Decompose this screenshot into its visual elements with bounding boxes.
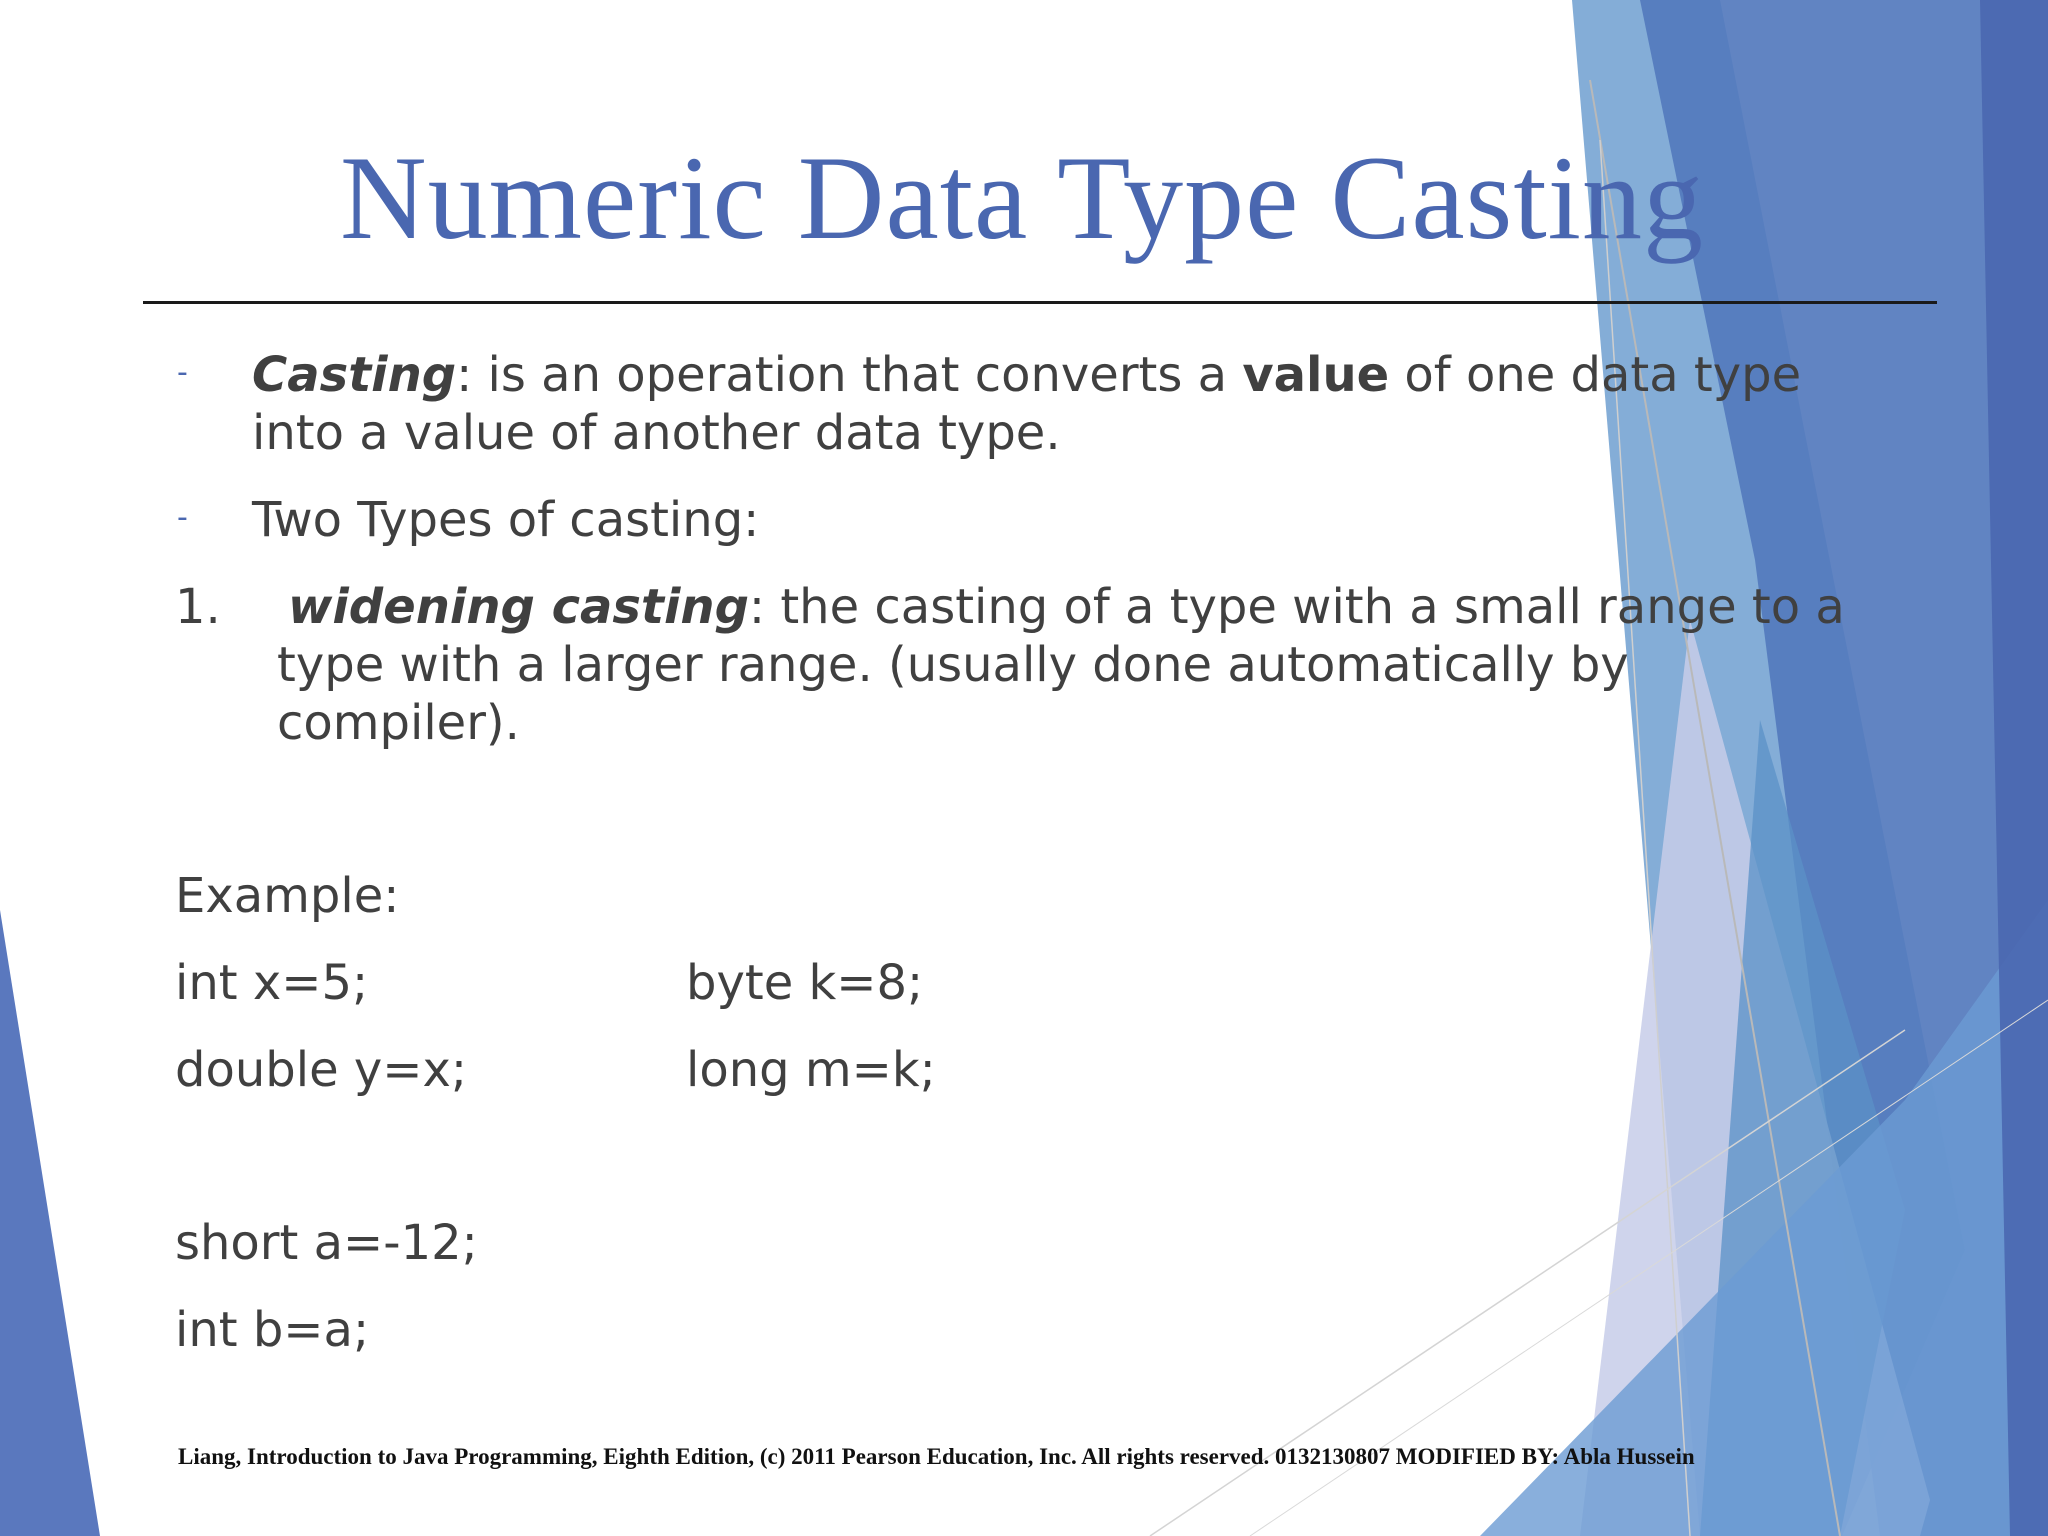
numbered-item-text: : the casting of a type with a small range to a — [748, 579, 1845, 635]
decor-shape-left-triangle — [0, 910, 100, 1536]
term-value: value — [1242, 347, 1390, 403]
code-int-b: int b=a; — [175, 1302, 370, 1358]
numbered-item-line-2: type with a larger range. (usually done automatically by — [277, 637, 1629, 693]
code-long-m: long m=k; — [686, 1042, 936, 1098]
bullet-1-text-a: : is an operation that converts a — [456, 347, 1243, 403]
code-double-y: double y=x; — [175, 1042, 468, 1098]
slide-title-text: Numeric Data Type Casting — [339, 131, 1705, 264]
numbered-item-line-1 — [288, 578, 1845, 636]
bullet-2-text: Two Types of casting: — [252, 492, 760, 548]
slide-title — [0, 131, 2048, 264]
title-divider — [143, 301, 1937, 304]
term-widening-casting: widening casting — [288, 579, 749, 635]
slide-footer: Liang, Introduction to Java Programming, Eighth Edition, (c) 2011 Pearson Education, Inc. All rights reserved. 0132130807 MODIFIED BY: Abla Hussein — [178, 1444, 1695, 1469]
code-byte-k: byte k=8; — [686, 955, 924, 1011]
bullet-1-text-b: of one data type — [1389, 347, 1802, 403]
bullet-marker-2: - — [177, 500, 188, 535]
numbered-item-number: 1. — [175, 579, 221, 635]
code-int-x: int x=5; — [175, 955, 369, 1011]
term-casting: Casting — [252, 347, 457, 403]
bullet-1-line-2: into a value of another data type. — [252, 405, 1061, 461]
bullet-marker-1: - — [177, 355, 188, 390]
numbered-item-line-3: compiler). — [277, 695, 520, 751]
bullet-1-line-1 — [252, 346, 1801, 404]
code-short-a: short a=-12; — [175, 1215, 478, 1271]
example-label: Example: — [175, 868, 400, 924]
